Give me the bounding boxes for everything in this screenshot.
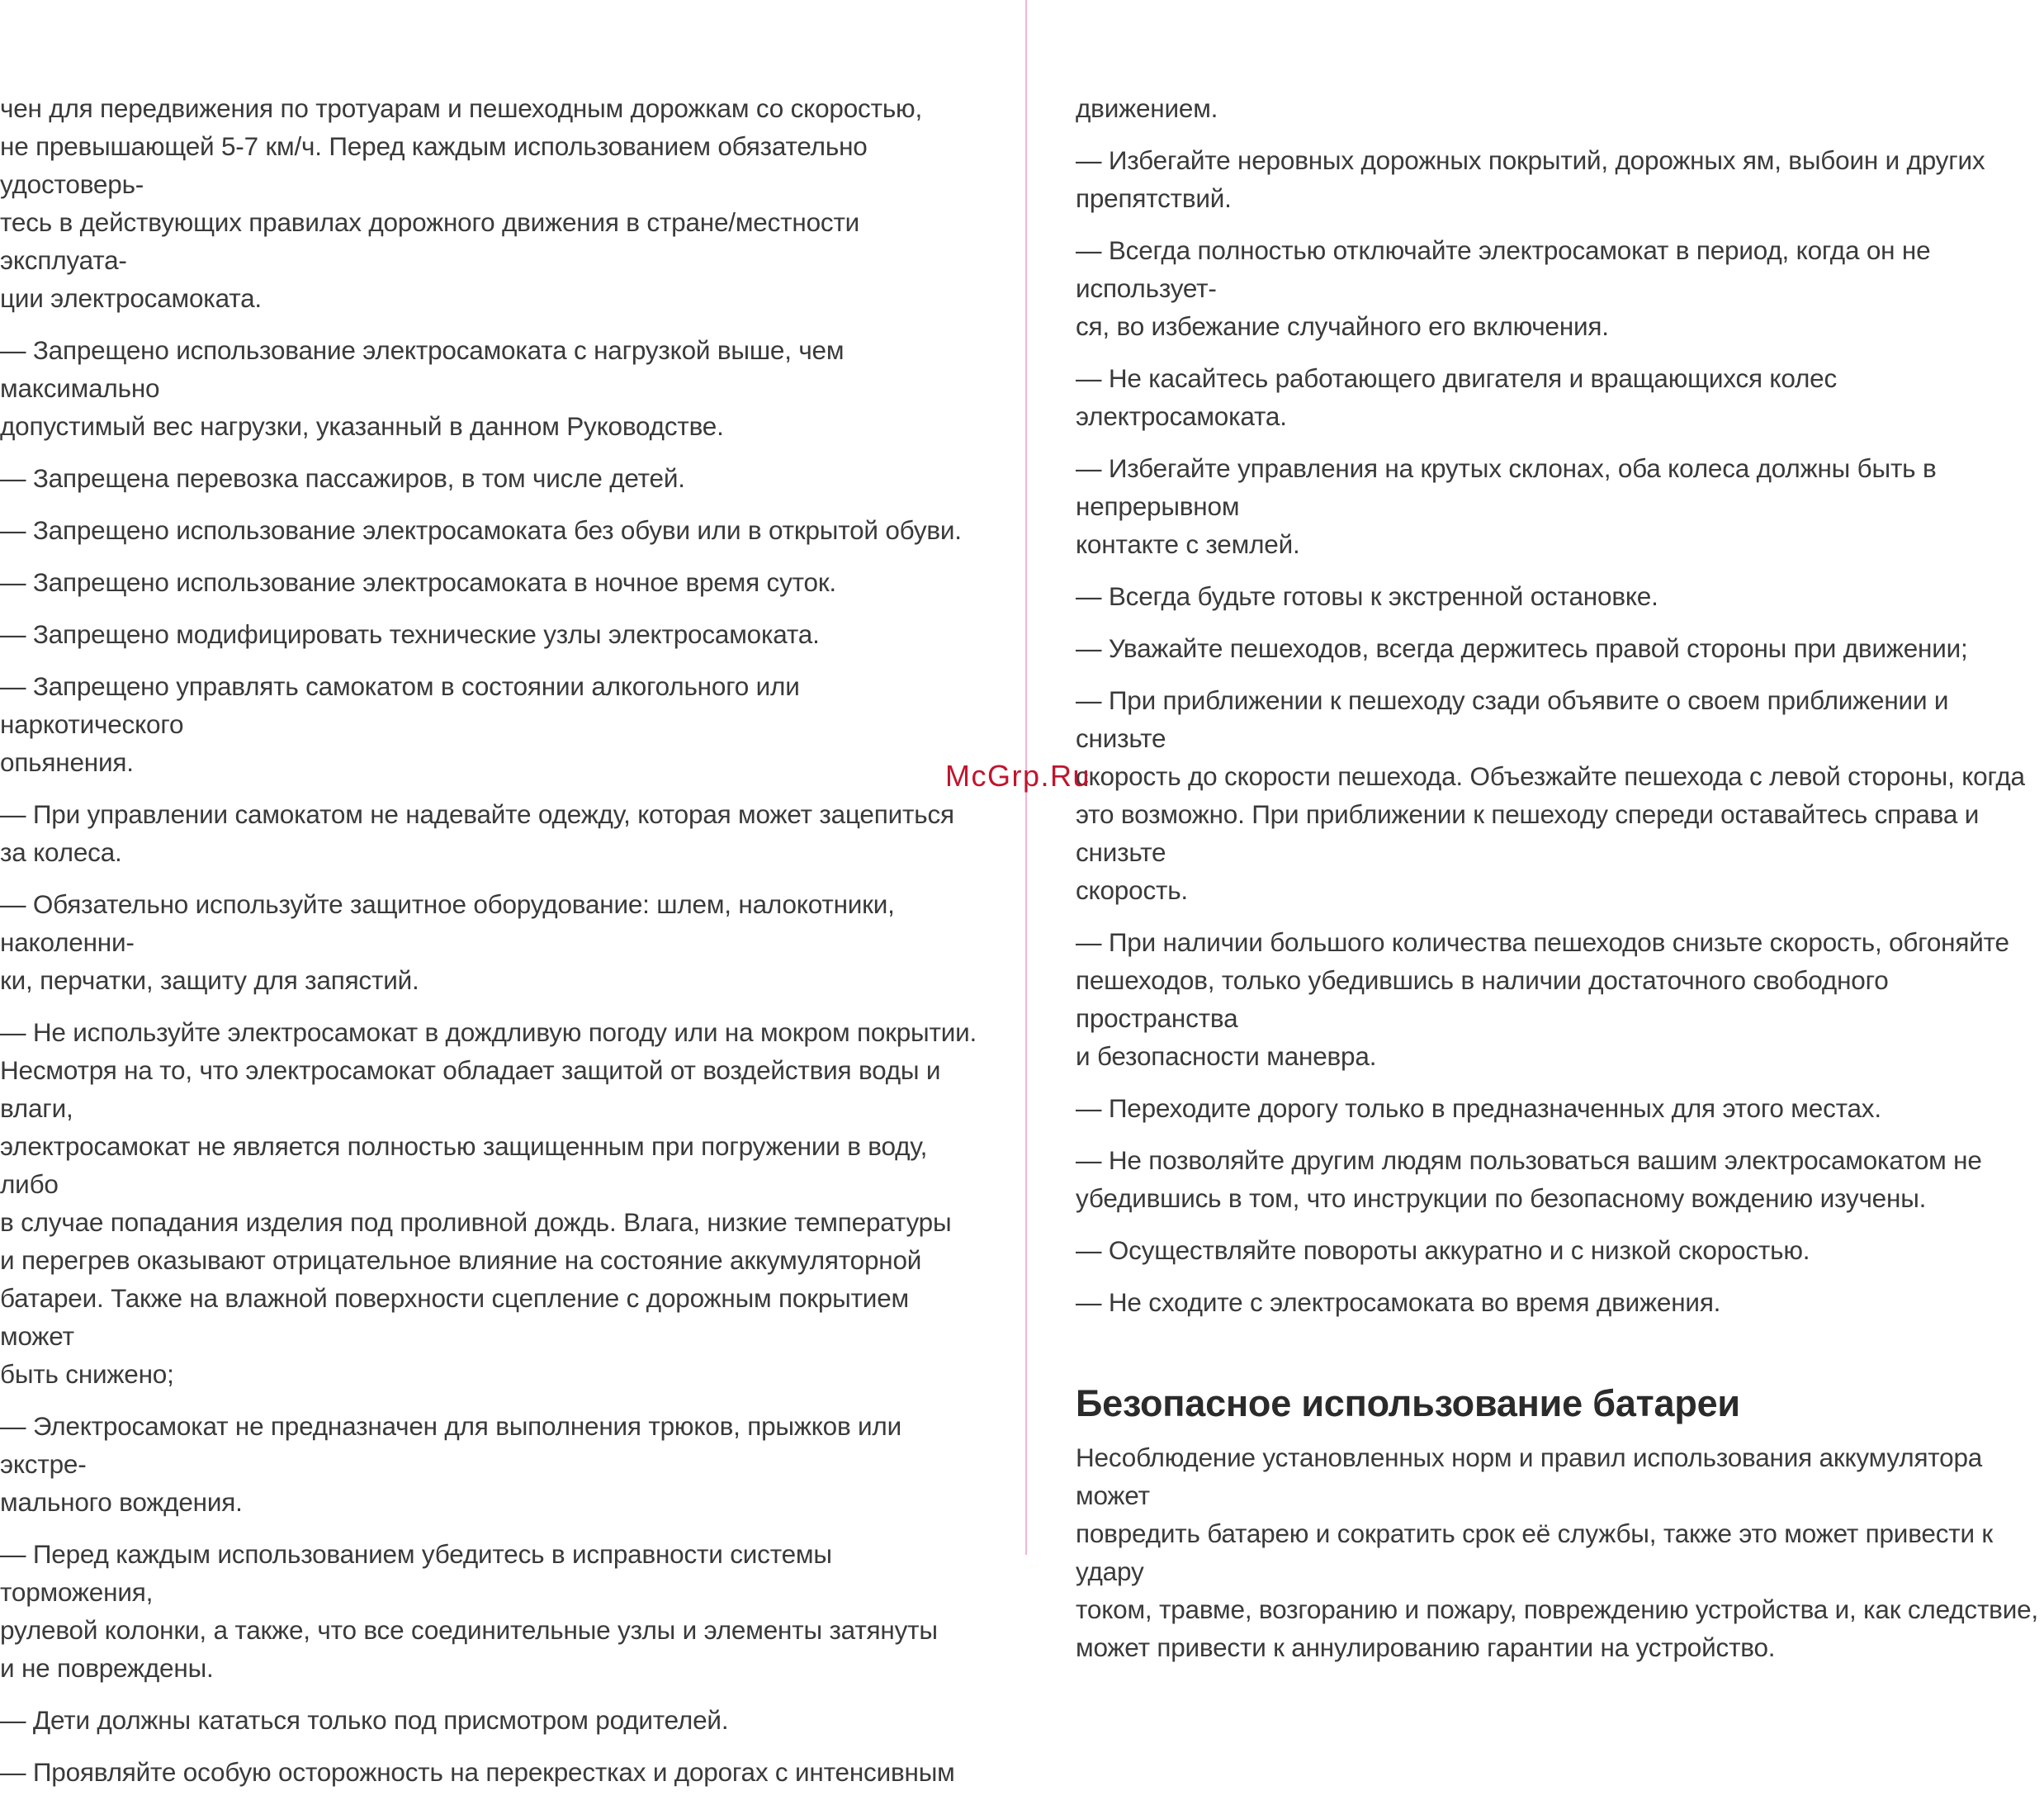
paragraph: — Запрещено использование электросамоката в ночное время суток.: [0, 567, 836, 597]
paragraph: — Запрещена перевозка пассажиров, в том числе детей.: [0, 463, 685, 493]
paragraph: — При приближении к пешеходу сзади объявите о своем приближении и снизьте скорость до скорости пешехода. Объезжайте пешехода с левой стороны, когда это возможно. При приближении к пешеходу спереди оставайтесь справа и снизьте скорость.: [1076, 685, 2025, 905]
paragraph: — Обязательно используйте защитное оборудование: шлем, налокотники, наколенни- ки, перчатки, защиту для запястий.: [0, 889, 895, 995]
paragraph: — Всегда полностью отключайте электросамокат в период, когда он не использует- ся, во избежание случайного его включения.: [1076, 235, 1931, 341]
paragraph: — Всегда будьте готовы к экстренной остановке.: [1076, 581, 1658, 611]
paragraph: — Перед каждым использованием убедитесь в исправности системы торможения, рулевой колонки, а также, что все соединительные узлы и элементы затянуты и не повреждены.: [0, 1539, 938, 1683]
watermark: McGrp.Ru: [945, 759, 1091, 793]
paragraph: — Избегайте управления на крутых склонах, оба колеса должны быть в непрерывном контакте с землей.: [1076, 453, 1937, 559]
paragraph: — Осуществляйте повороты аккуратно и с низкой скоростью.: [1076, 1235, 1810, 1265]
section-text: Несоблюдение установленных норм и правил использования аккумулятора может повредить батарею и сократить срок её службы, также это может привести к удару током, травме, возгоранию и пожару, повреждению устройства и, как следствие, может привести к аннулированию гарантии на устройство.: [1076, 1443, 2038, 1662]
paragraph: — Электросамокат не предназначен для выполнения трюков, прыжков или экстре- мального вождения.: [0, 1411, 902, 1517]
paragraph: — Запрещено управлять самокатом в состоянии алкогольного или наркотического опьянения.: [0, 671, 800, 777]
paragraph: — Уважайте пешеходов, всегда держитесь правой стороны при движении;: [1076, 633, 1968, 663]
paragraph: — Не используйте электросамокат в дождливую погоду или на мокром покрытии. Несмотря на то, что электросамокат обладает защитой от воздействия воды и влаги, электросамокат не является полностью защищенным при погружении в воду, либо в случае попадания изделия под проливной дождь. Влага, низкие температуры и перегрев оказывают отрицательное влияние на состояние аккумуляторной батареи. Также на влажной поверхности сцепление с дорожным покрытием может быть снижено;: [0, 1017, 977, 1389]
paragraph: — Проявляйте особую осторожность на перекрестках и дорогах с интенсивным: [0, 1757, 955, 1787]
paragraph: чен для передвижения по тротуарам и пешеходным дорожкам со скоростью, не превышающей 5-7 км/ч. Перед каждым использованием обязательно удостоверь- тесь в действующих правилах дорожного движения в стране/местности эксплуата- ции электросамоката.: [0, 93, 923, 313]
paragraph: — Переходите дорогу только в предназначенных для этого местах.: [1076, 1093, 1881, 1123]
paragraph: — Не позволяйте другим людям пользоваться вашим электросамокатом не убедившись в том, что инструкции по безопасному вождению изучены.: [1076, 1145, 1982, 1213]
left-page-column: [0, 89, 978, 1805]
paragraph: — Запрещено использование электросамоката без обуви или в открытой обуви.: [0, 515, 962, 545]
paragraph: — Запрещено модифицировать технические узлы электросамоката.: [0, 619, 820, 649]
paragraph: — При наличии большого количества пешеходов снизьте скорость, обгоняйте пешеходов, только убедившись в наличии достаточного свободного пространства и безопасности маневра.: [1076, 927, 2009, 1071]
paragraph: движением.: [1076, 93, 1218, 123]
paragraph: — При управлении самокатом не надевайте одежду, которая может зацепиться за колеса.: [0, 799, 954, 867]
paragraph: — Избегайте неровных дорожных покрытий, дорожных ям, выбоин и других препятствий.: [1076, 145, 1985, 213]
right-page-column: [1076, 89, 2044, 1680]
paragraph: — Дети должны кататься только под присмотром родителей.: [0, 1705, 729, 1735]
paragraph: — Запрещено использование электросамоката с нагрузкой выше, чем максимально допустимый вес нагрузки, указанный в данном Руководстве.: [0, 335, 845, 441]
paragraph: — Не сходите с электросамоката во время движения.: [1076, 1287, 1721, 1317]
paragraph: — Не касайтесь работающего двигателя и вращающихся колес электросамоката.: [1076, 363, 1838, 431]
section-heading: Безопасное использование батареи: [1076, 1382, 1740, 1424]
